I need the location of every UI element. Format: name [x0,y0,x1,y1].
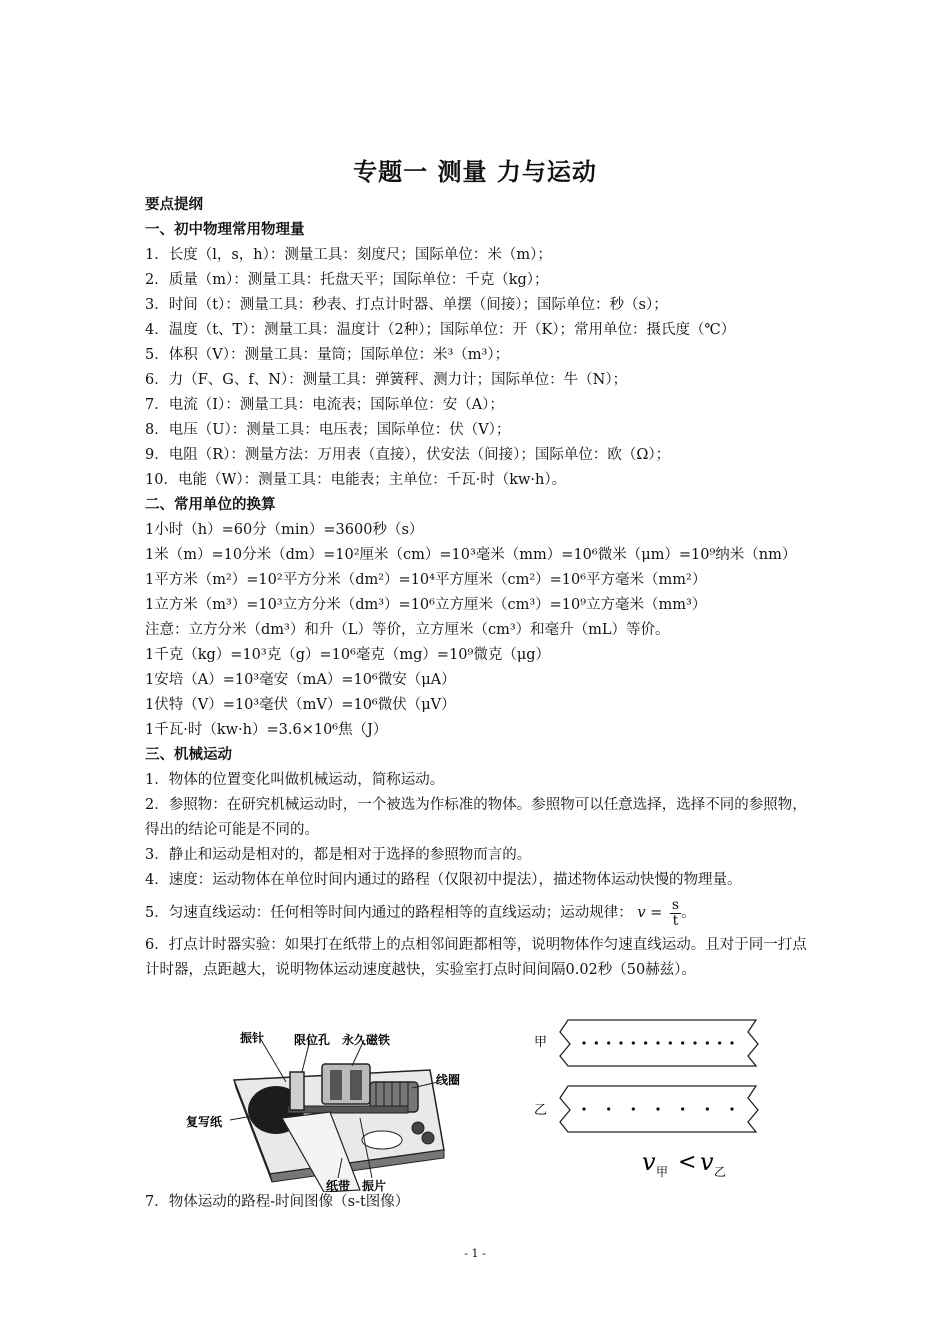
s2-line: 1立方米（m³）=10³立方分米（dm³）=10⁶立方厘米（cm³）=10⁹立方毫米（mm³） [145,597,707,613]
s2-line: 1小时（h）=60分（min）=3600秒（s） [145,522,424,538]
tape-dot [718,1041,721,1044]
relation-sub1: 甲 [656,1165,669,1179]
tape-dot [656,1107,659,1110]
tape-dot [693,1041,696,1044]
tape-dot [632,1107,635,1110]
relation-v1: v [642,1148,656,1176]
page-title: 专题一 测量 力与运动 [353,158,597,186]
paper-tapes-drawing [532,1016,772,1186]
formula-end: 。 [681,905,696,921]
tape-a-label: 甲 [534,1035,548,1050]
tape-a-dots [582,1041,733,1044]
s2-line: 1平方米（m²）=10²平方分米（dm²）=10⁴平方厘米（cm²）=10⁶平方毫米（mm²） [145,572,707,588]
s1-item: 2．质量（m）：测量工具：托盘天平；国际单位：千克（kg）； [145,272,549,288]
s1-item: 7．电流（I）：测量工具：电流表；国际单位：安（A）； [145,397,504,413]
s2-line: 1千克（kg）=10³克（g）=10⁶毫克（mg）=10⁹微克（μg） [145,647,551,663]
s3-item: 4．速度：运动物体在单位时间内通过的路程（仅限初中提法），描述物体运动快慢的物理量。 [145,872,742,888]
s3-item: 1．物体的位置变化叫做机械运动，简称运动。 [145,772,445,788]
relation-operator: < [678,1150,697,1175]
tape-dot [607,1041,610,1044]
tape-dot [669,1041,672,1044]
s3-item: 2．参照物：在研究机械运动时，一个被选为作标准的物体。参照物可以任意选择，选择不同的参照物，得出的结论可能是不同的。 [145,797,807,838]
tape-dot [730,1107,733,1110]
tape-dot [730,1041,733,1044]
label-coil: 线圈 [436,1073,461,1087]
s2-line: 1米（m）=10分米（dm）=10²厘米（cm）=10³毫米（mm）=10⁶微米（μm）=10⁹纳米（nm） [145,547,797,563]
formula-fraction [670,898,681,929]
s3-item5-text: 5．匀速直线运动：任何相等时间内通过的路程相等的直线运动；运动规律： [145,905,633,921]
s1-item: 8．电压（U）：测量工具：电压表；国际单位：伏（V）； [145,422,511,438]
tape-dot [706,1107,709,1110]
tape-dot [582,1107,585,1110]
tape-dot [582,1041,585,1044]
s3-item-5 [145,893,817,933]
paper-tapes-figure [532,1016,772,1186]
ticker-timer-drawing [182,1022,472,1192]
label-tape: 纸带 [326,1179,351,1192]
s1-item: 3．时间（t）：测量工具：秒表、打点计时器、单摆（间接）；国际单位：秒（s）； [145,297,668,313]
s1-item: 1．长度（l，s，h）：测量工具：刻度尺；国际单位：米（m）； [145,247,552,263]
document-body [145,193,817,983]
tape-b-dots [582,1107,733,1110]
s1-item: 5．体积（V）：测量工具：量筒；国际单位：米³（m³）； [145,347,510,363]
tape-dot [595,1041,598,1044]
s3-item: 3．静止和运动是相对的，都是相对于选择的参照物而言的。 [145,847,532,863]
s2-line: 1千瓦·时（kw·h）=3.6×10⁶焦（J） [145,722,388,738]
s3-item: 6．打点计时器实验：如果打在纸带上的点相邻间距都相等，说明物体作匀速直线运动。且对于同一打点计时器，点距越大，说明物体运动速度越快，实验室打点时间间隔0.02秒（50赫兹）。 [145,937,807,978]
relation-v2: v [700,1148,714,1176]
s2-line: 注意：立方分米（dm³）和升（L）等价，立方厘米（cm³）和毫升（mL）等价。 [145,622,670,638]
relation-sub2: 乙 [714,1165,727,1179]
s1-item: 9．电阻（R）：测量方法：万用表（直接），伏安法（间接）；国际单位：欧（Ω）； [145,447,671,463]
s1-item: 10．电能（W）：测量工具：电能表；主单位：千瓦·时（kw·h）。 [145,472,567,488]
label-reed: 振片 [362,1179,387,1192]
tape-dot [619,1041,622,1044]
label-carbon: 复写纸 [186,1115,223,1129]
label-needle: 振针 [240,1031,265,1045]
s2-heading: 二、常用单位的换算 [145,497,276,513]
formula-denominator: t [672,912,679,929]
tape-dot [681,1041,684,1044]
tape-dot [644,1041,647,1044]
s1-item: 4．温度（t、T）：测量工具：温度计（2种）；国际单位：开（K）；常用单位：摄氏度（℃） [145,322,736,338]
ticker-timer-figure [182,1022,472,1192]
formula-numerator: s [671,896,680,913]
section-heading: 要点提纲 [145,197,203,213]
s3-item-7: 7．物体运动的路程-时间图像（s-t图像） [145,1194,410,1210]
s2-line: 1安培（A）=10³毫安（mA）=10⁶微安（μA） [145,672,456,688]
tape-dot [632,1041,635,1044]
tape-dot [607,1107,610,1110]
tape-dot [681,1107,684,1110]
label-magnet: 永久磁铁 [342,1033,391,1047]
formula-lhs: v = [637,905,663,921]
s1-heading: 一、初中物理常用物理量 [145,222,305,238]
page-number: - 1 - [464,1247,486,1260]
tape-dot [706,1041,709,1044]
s3-heading: 三、机械运动 [145,747,232,763]
label-hole: 限位孔 [294,1033,331,1047]
tape-dot [656,1041,659,1044]
s2-line: 1伏特（V）=10³毫伏（mV）=10⁶微伏（μV） [145,697,456,713]
tape-b-label: 乙 [534,1103,548,1118]
s1-item: 6．力（F、G、f、N）：测量工具：弹簧秤、测力计；国际单位：牛（N）； [145,372,628,388]
